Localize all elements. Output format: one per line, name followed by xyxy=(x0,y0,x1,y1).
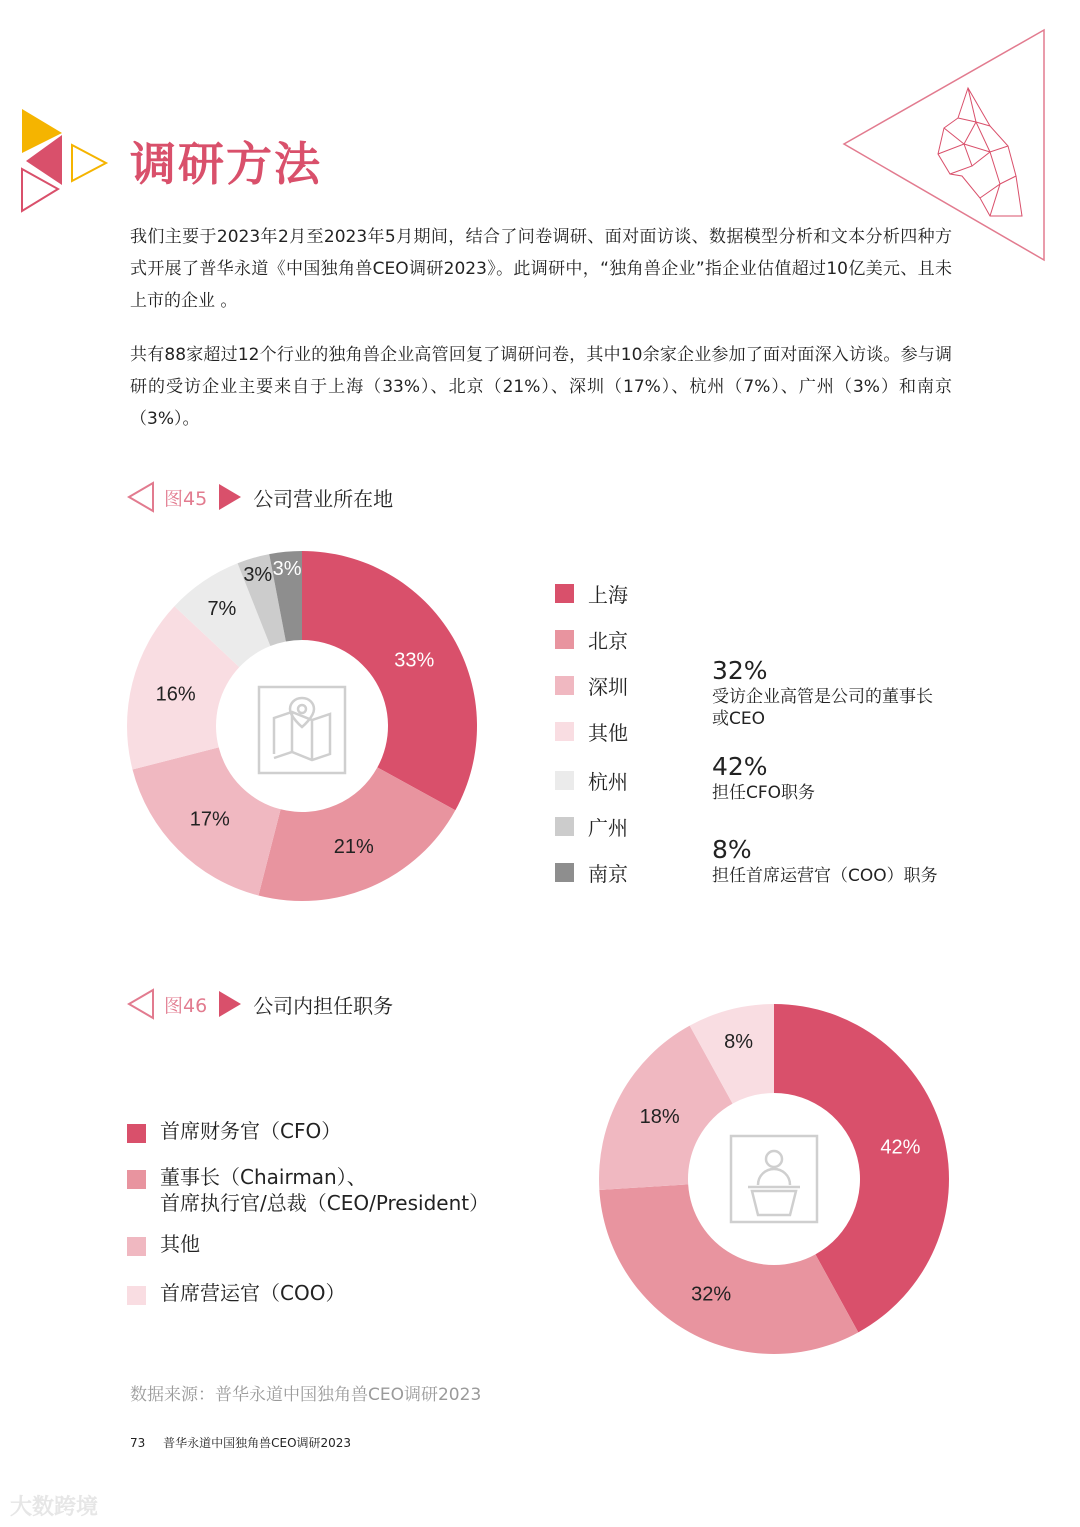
legend-item xyxy=(127,1280,345,1306)
legend-label: 首席执行官/总裁（CEO/President） xyxy=(160,1191,490,1215)
slice-label: 8% xyxy=(724,1030,754,1053)
slice-label: 42% xyxy=(880,1136,921,1159)
watermark: 大数跨境 xyxy=(10,1495,99,1520)
decorative-triangles xyxy=(18,105,118,217)
legend-label: 首席财务官（CFO） xyxy=(160,1119,342,1143)
intro-paragraph-1: 我们主要于2023年2月至2023年5月期间，结合了问卷调研、面对面访谈、数据模型分析和文本分析四种方式开展了普华永道《中国独角兽CEO调研2023》。此调研中，“独角兽企业”指企业估值超过10亿美元、且未上市的企业 。 xyxy=(130,227,952,311)
legend-item xyxy=(127,1118,341,1144)
figure-title: 公司内担任职务 xyxy=(253,993,394,1018)
legend-item xyxy=(555,857,628,887)
legend-swatch xyxy=(127,1286,146,1305)
figure-number: 图45 xyxy=(164,487,208,510)
legend-item xyxy=(555,811,628,841)
stat-description: 担任CFO职务 xyxy=(712,783,816,803)
stat-percent: 8% xyxy=(712,835,752,864)
triangle-right-filled-icon xyxy=(217,989,243,1019)
position-donut-chart xyxy=(598,1003,950,1355)
legend-label: 杭州 xyxy=(588,769,628,794)
legend-label: 其他 xyxy=(588,720,628,745)
legend-label: 首席营运官（COO） xyxy=(160,1281,346,1305)
slice-label: 17% xyxy=(189,808,230,831)
legend-label: 北京 xyxy=(588,628,628,653)
podium-speaker-icon xyxy=(731,1136,817,1222)
legend-swatch xyxy=(555,722,574,741)
legend-swatch xyxy=(555,630,574,649)
figure-45-heading xyxy=(126,480,393,514)
stat-block xyxy=(712,656,933,730)
stat-description: 或CEO xyxy=(712,709,765,729)
donut-slice xyxy=(302,551,477,810)
figure-number: 图46 xyxy=(164,994,208,1017)
legend-label: 深圳 xyxy=(588,674,628,699)
legend-label: 广州 xyxy=(588,815,628,840)
slice-label: 3% xyxy=(272,558,302,581)
legend-item xyxy=(555,624,628,654)
donut-slice xyxy=(599,1184,858,1354)
intro-paragraph-2: 共有88家超过12个行业的独角兽企业高管回复了调研问卷，其中10余家企业参加了面对面深入访谈。参与调研的受访企业主要来自于上海（33%）、北京（21%）、深圳（17%）、杭州（7%）、广州（3%）和南京（3%）。 xyxy=(130,345,952,429)
slice-label: 3% xyxy=(243,563,273,586)
slice-label: 16% xyxy=(155,683,196,706)
figure-title: 公司营业所在地 xyxy=(253,486,394,511)
legend-item xyxy=(555,716,628,746)
legend-swatch xyxy=(127,1124,146,1143)
stat-description: 受访企业高管是公司的董事长 xyxy=(712,687,933,707)
legend-item xyxy=(555,765,628,795)
legend-item xyxy=(127,1231,200,1257)
legend-label: 上海 xyxy=(588,582,628,607)
slice-label: 7% xyxy=(207,598,237,621)
page-title: 调研方法 xyxy=(130,137,322,191)
stat-percent: 32% xyxy=(712,656,768,685)
legend-label: 南京 xyxy=(588,861,628,886)
legend-item xyxy=(127,1164,489,1216)
page-footer xyxy=(130,1434,351,1451)
triangle-right-filled-icon xyxy=(217,482,243,512)
stat-description: 担任首席运营官（COO）职务 xyxy=(712,866,938,886)
footer-text: 普华永道中国独角兽CEO调研2023 xyxy=(163,1436,352,1450)
legend-label: 董事长（Chairman）、 xyxy=(160,1165,367,1189)
legend-label: 其他 xyxy=(160,1232,200,1256)
triangle-left-outline-icon xyxy=(126,480,156,514)
slice-label: 33% xyxy=(394,649,435,672)
stat-percent: 42% xyxy=(712,752,768,781)
map-icon xyxy=(259,687,345,773)
triangle-left-outline-icon xyxy=(126,987,156,1021)
slice-label: 32% xyxy=(691,1283,732,1306)
legend-swatch xyxy=(127,1237,146,1256)
legend-swatch xyxy=(555,771,574,790)
location-donut-chart xyxy=(126,550,478,902)
legend-item xyxy=(555,670,628,700)
legend-swatch xyxy=(555,584,574,603)
page-number: 73 xyxy=(130,1436,146,1450)
figure-46-heading xyxy=(126,987,393,1021)
stat-block xyxy=(712,835,938,887)
legend-swatch xyxy=(555,817,574,836)
legend-swatch xyxy=(555,863,574,882)
legend-swatch xyxy=(555,676,574,695)
stat-block xyxy=(712,752,815,804)
data-source: 数据来源：普华永道中国独角兽CEO调研2023 xyxy=(130,1385,482,1405)
slice-label: 21% xyxy=(333,835,374,858)
slice-label: 18% xyxy=(639,1106,680,1129)
legend-item xyxy=(555,578,628,608)
legend-swatch xyxy=(127,1170,146,1189)
